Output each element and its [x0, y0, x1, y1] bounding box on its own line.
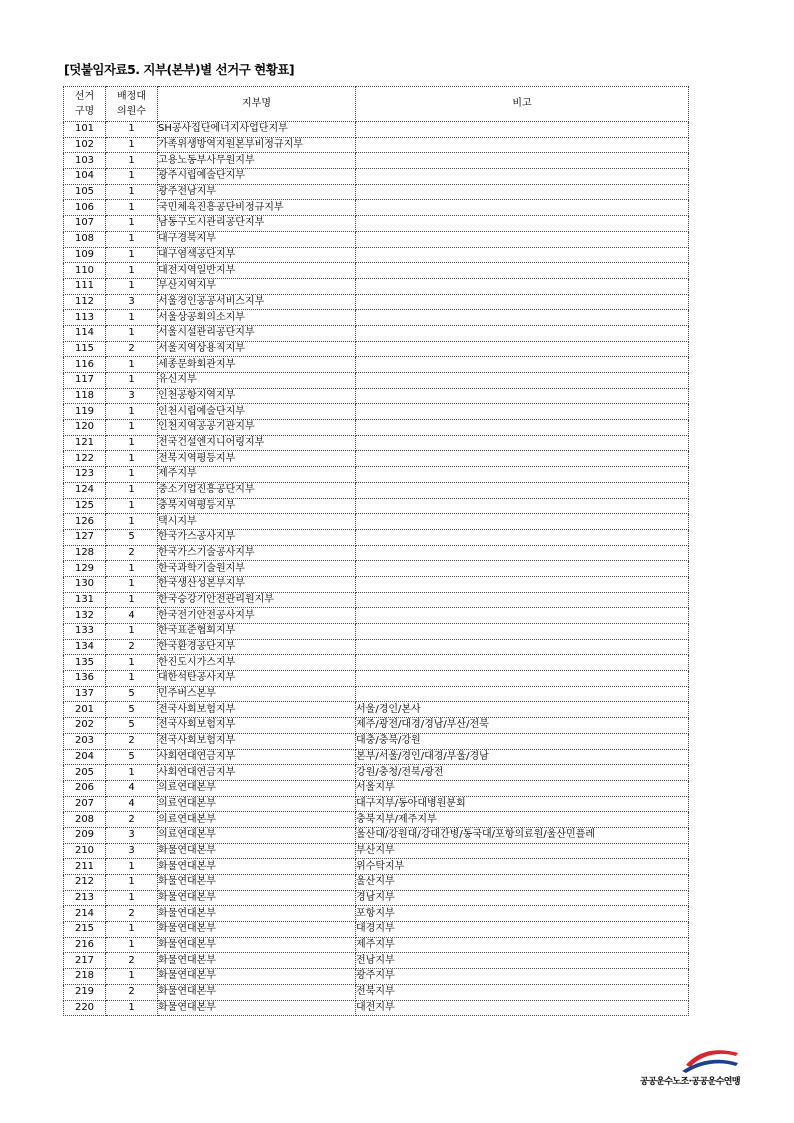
assigned-seats: 5 — [106, 686, 158, 702]
assigned-seats: 1 — [106, 514, 158, 530]
note — [356, 420, 689, 436]
table-row — [64, 184, 689, 200]
note: 충북지부/제주지부 — [356, 812, 689, 828]
assigned-seats: 1 — [106, 153, 158, 169]
branch-name: 한국전기안전공사지부 — [158, 608, 356, 624]
branch-name: 대구염색공단지부 — [158, 247, 356, 263]
branch-name: 서울시설관리공단지부 — [158, 325, 356, 341]
assigned-seats: 1 — [106, 937, 158, 953]
district-number: 214 — [64, 906, 106, 922]
district-number: 136 — [64, 671, 106, 687]
table-row — [64, 498, 689, 514]
note — [356, 137, 689, 153]
branch-name: 인천지역공공기관지부 — [158, 420, 356, 436]
footer-logo — [600, 1045, 740, 1090]
branch-name: 한국가스공사지부 — [158, 529, 356, 545]
assigned-seats: 1 — [106, 467, 158, 483]
note: 위수탁지부 — [356, 859, 689, 875]
table-row — [64, 451, 689, 467]
assigned-seats: 1 — [106, 765, 158, 781]
note — [356, 341, 689, 357]
note — [356, 561, 689, 577]
district-number: 104 — [64, 169, 106, 185]
header-note: 비고 — [356, 87, 689, 122]
assigned-seats: 4 — [106, 780, 158, 796]
district-number: 112 — [64, 294, 106, 310]
district-number: 108 — [64, 231, 106, 247]
note: 포항지부 — [356, 906, 689, 922]
note — [356, 169, 689, 185]
assigned-seats: 1 — [106, 671, 158, 687]
note — [356, 498, 689, 514]
branch-name: 서울지역상용직지부 — [158, 341, 356, 357]
table-row — [64, 608, 689, 624]
assigned-seats: 3 — [106, 843, 158, 859]
district-number: 219 — [64, 984, 106, 1000]
table-row — [64, 843, 689, 859]
district-number: 210 — [64, 843, 106, 859]
district-number: 212 — [64, 875, 106, 891]
note — [356, 278, 689, 294]
district-number: 127 — [64, 529, 106, 545]
note — [356, 404, 689, 420]
note: 제주지부 — [356, 937, 689, 953]
note — [356, 608, 689, 624]
branch-name: 한국환경공단지부 — [158, 639, 356, 655]
assigned-seats: 2 — [106, 953, 158, 969]
table-row — [64, 984, 689, 1000]
note: 본부/서울/경인/대경/부울/경남 — [356, 749, 689, 765]
branch-name: 전북지역평등지부 — [158, 451, 356, 467]
branch-name: 광주전남지부 — [158, 184, 356, 200]
note — [356, 514, 689, 530]
note: 대구지부/동아대병원분회 — [356, 796, 689, 812]
assigned-seats: 2 — [106, 984, 158, 1000]
branch-name: 사회연대연금지부 — [158, 765, 356, 781]
assigned-seats: 1 — [106, 357, 158, 373]
district-table — [63, 86, 689, 1016]
assigned-seats: 3 — [106, 388, 158, 404]
branch-name: 제주지부 — [158, 467, 356, 483]
union-logo-icon — [680, 1045, 740, 1075]
assigned-seats: 1 — [106, 200, 158, 216]
branch-name: 전국사회보험지부 — [158, 733, 356, 749]
note: 제주/광전/대경/경남/부산/전북 — [356, 718, 689, 734]
table-row — [64, 906, 689, 922]
branch-name: 전국사회보험지부 — [158, 702, 356, 718]
table-row — [64, 137, 689, 153]
district-number: 123 — [64, 467, 106, 483]
note: 전남지부 — [356, 953, 689, 969]
district-number: 220 — [64, 1000, 106, 1016]
branch-name: 화물연대본부 — [158, 937, 356, 953]
assigned-seats: 1 — [106, 263, 158, 279]
assigned-seats: 1 — [106, 592, 158, 608]
district-number: 209 — [64, 827, 106, 843]
district-number: 113 — [64, 310, 106, 326]
branch-name: SH공사집단에너지사업단지부 — [158, 122, 356, 138]
note: 대경지부 — [356, 922, 689, 938]
district-number: 111 — [64, 278, 106, 294]
table-row — [64, 969, 689, 985]
note — [356, 153, 689, 169]
district-number: 216 — [64, 937, 106, 953]
table-row — [64, 420, 689, 436]
table-row — [64, 373, 689, 389]
branch-name: 중소기업진흥공단지부 — [158, 482, 356, 498]
district-number: 107 — [64, 216, 106, 232]
assigned-seats: 1 — [106, 325, 158, 341]
branch-name: 택시지부 — [158, 514, 356, 530]
district-number: 119 — [64, 404, 106, 420]
note — [356, 624, 689, 640]
assigned-seats: 2 — [106, 639, 158, 655]
table-row — [64, 890, 689, 906]
table-row — [64, 765, 689, 781]
note — [356, 482, 689, 498]
assigned-seats: 3 — [106, 294, 158, 310]
assigned-seats: 5 — [106, 718, 158, 734]
table-row — [64, 216, 689, 232]
branch-name: 서울상공회의소지부 — [158, 310, 356, 326]
branch-name: 사회연대연금지부 — [158, 749, 356, 765]
assigned-seats: 1 — [106, 655, 158, 671]
note — [356, 671, 689, 687]
table-row — [64, 796, 689, 812]
assigned-seats: 1 — [106, 969, 158, 985]
organization-name: 공공운수노조·공공운수연맹 — [640, 1077, 740, 1087]
branch-name: 세종문화회관지부 — [158, 357, 356, 373]
table-row — [64, 749, 689, 765]
assigned-seats: 1 — [106, 122, 158, 138]
assigned-seats: 2 — [106, 906, 158, 922]
branch-name: 화물연대본부 — [158, 984, 356, 1000]
table-row — [64, 388, 689, 404]
assigned-seats: 1 — [106, 373, 158, 389]
branch-name: 서울경인공공서비스지부 — [158, 294, 356, 310]
table-row — [64, 294, 689, 310]
table-row — [64, 545, 689, 561]
note — [356, 435, 689, 451]
table-row — [64, 435, 689, 451]
branch-name: 전국건설엔지니어링지부 — [158, 435, 356, 451]
branch-name: 인천공항지역지부 — [158, 388, 356, 404]
assigned-seats: 1 — [106, 890, 158, 906]
assigned-seats: 1 — [106, 451, 158, 467]
note — [356, 325, 689, 341]
note — [356, 655, 689, 671]
note — [356, 467, 689, 483]
table-row — [64, 231, 689, 247]
table-row — [64, 655, 689, 671]
note — [356, 545, 689, 561]
district-number: 125 — [64, 498, 106, 514]
table-row — [64, 671, 689, 687]
branch-name: 가족위생방역지원본부비정규지부 — [158, 137, 356, 153]
table-row — [64, 310, 689, 326]
district-number: 203 — [64, 733, 106, 749]
table-row — [64, 153, 689, 169]
district-number: 213 — [64, 890, 106, 906]
district-number: 205 — [64, 765, 106, 781]
table-row — [64, 278, 689, 294]
assigned-seats: 4 — [106, 608, 158, 624]
branch-name: 의료연대본부 — [158, 812, 356, 828]
branch-name: 고용노동부사무원지부 — [158, 153, 356, 169]
branch-name: 한국가스기술공사지부 — [158, 545, 356, 561]
assigned-seats: 1 — [106, 875, 158, 891]
district-number: 105 — [64, 184, 106, 200]
table-row — [64, 200, 689, 216]
assigned-seats: 1 — [106, 278, 158, 294]
table-row — [64, 482, 689, 498]
table-row — [64, 341, 689, 357]
table-row — [64, 937, 689, 953]
table-row — [64, 592, 689, 608]
note: 대충/충북/강원 — [356, 733, 689, 749]
note — [356, 451, 689, 467]
note — [356, 263, 689, 279]
district-number: 110 — [64, 263, 106, 279]
note — [356, 529, 689, 545]
table-row — [64, 812, 689, 828]
district-number: 121 — [64, 435, 106, 451]
district-number: 207 — [64, 796, 106, 812]
note — [356, 388, 689, 404]
district-number: 206 — [64, 780, 106, 796]
header-seats: 배정대 의원수 — [106, 87, 158, 122]
note — [356, 592, 689, 608]
note — [356, 247, 689, 263]
table-row — [64, 561, 689, 577]
assigned-seats: 5 — [106, 702, 158, 718]
note: 대전지부 — [356, 1000, 689, 1016]
district-number: 103 — [64, 153, 106, 169]
district-number: 217 — [64, 953, 106, 969]
assigned-seats: 1 — [106, 482, 158, 498]
assigned-seats: 1 — [106, 137, 158, 153]
branch-name: 의료연대본부 — [158, 796, 356, 812]
note — [356, 576, 689, 592]
note: 전북지부 — [356, 984, 689, 1000]
district-number: 114 — [64, 325, 106, 341]
assigned-seats: 1 — [106, 404, 158, 420]
note — [356, 216, 689, 232]
table-row — [64, 467, 689, 483]
branch-name: 한국과학기술원지부 — [158, 561, 356, 577]
assigned-seats: 2 — [106, 733, 158, 749]
note — [356, 122, 689, 138]
note — [356, 200, 689, 216]
district-number: 211 — [64, 859, 106, 875]
branch-name: 화물연대본부 — [158, 953, 356, 969]
district-number: 102 — [64, 137, 106, 153]
district-number: 122 — [64, 451, 106, 467]
assigned-seats: 1 — [106, 216, 158, 232]
branch-name: 화물연대본부 — [158, 969, 356, 985]
district-number: 131 — [64, 592, 106, 608]
table-row — [64, 247, 689, 263]
assigned-seats: 2 — [106, 341, 158, 357]
table-row — [64, 875, 689, 891]
assigned-seats: 1 — [106, 576, 158, 592]
table-row — [64, 1000, 689, 1016]
table-row — [64, 859, 689, 875]
table-row — [64, 624, 689, 640]
branch-name: 인천시립예술단지부 — [158, 404, 356, 420]
table-row — [64, 718, 689, 734]
district-number: 101 — [64, 122, 106, 138]
note: 부산지부 — [356, 843, 689, 859]
branch-name: 화물연대본부 — [158, 1000, 356, 1016]
branch-name: 대구경북지부 — [158, 231, 356, 247]
table-row — [64, 733, 689, 749]
district-number: 128 — [64, 545, 106, 561]
branch-name: 한국생산성본부지부 — [158, 576, 356, 592]
note — [356, 294, 689, 310]
assigned-seats: 1 — [106, 1000, 158, 1016]
table-row — [64, 780, 689, 796]
note — [356, 184, 689, 200]
district-number: 130 — [64, 576, 106, 592]
table-row — [64, 169, 689, 185]
note — [356, 686, 689, 702]
district-number: 109 — [64, 247, 106, 263]
branch-name: 의료연대본부 — [158, 780, 356, 796]
branch-name: 전국사회보험지부 — [158, 718, 356, 734]
assigned-seats: 1 — [106, 561, 158, 577]
table-row — [64, 514, 689, 530]
assigned-seats: 1 — [106, 247, 158, 263]
note: 경남지부 — [356, 890, 689, 906]
district-number: 116 — [64, 357, 106, 373]
branch-name: 민주버스본부 — [158, 686, 356, 702]
district-number: 215 — [64, 922, 106, 938]
district-number: 117 — [64, 373, 106, 389]
assigned-seats: 2 — [106, 812, 158, 828]
table-row — [64, 263, 689, 279]
district-number: 208 — [64, 812, 106, 828]
district-number: 201 — [64, 702, 106, 718]
district-number: 129 — [64, 561, 106, 577]
district-number: 137 — [64, 686, 106, 702]
note: 울산지부 — [356, 875, 689, 891]
branch-name: 충북지역평등지부 — [158, 498, 356, 514]
table-row — [64, 122, 689, 138]
district-number: 126 — [64, 514, 106, 530]
assigned-seats: 1 — [106, 184, 158, 200]
district-number: 132 — [64, 608, 106, 624]
page-title: [덧붙임자료5. 지부(본부)별 선거구 현황표] — [64, 62, 295, 77]
branch-name: 대한석탄공사지부 — [158, 671, 356, 687]
table-row — [64, 827, 689, 843]
branch-name: 대전지역일반지부 — [158, 263, 356, 279]
district-number: 204 — [64, 749, 106, 765]
table-row — [64, 686, 689, 702]
note — [356, 310, 689, 326]
table-row — [64, 529, 689, 545]
table-row — [64, 325, 689, 341]
assigned-seats: 4 — [106, 796, 158, 812]
note — [356, 639, 689, 655]
district-number: 124 — [64, 482, 106, 498]
district-number: 115 — [64, 341, 106, 357]
table-row — [64, 404, 689, 420]
note — [356, 231, 689, 247]
table-header-row — [64, 87, 689, 122]
assigned-seats: 1 — [106, 859, 158, 875]
assigned-seats: 1 — [106, 420, 158, 436]
branch-name: 한국표준협회지부 — [158, 624, 356, 640]
branch-name: 화물연대본부 — [158, 922, 356, 938]
header-branch-name: 지부명 — [158, 87, 356, 122]
branch-name: 남동구도시관리공단지부 — [158, 216, 356, 232]
branch-name: 화물연대본부 — [158, 890, 356, 906]
district-number: 202 — [64, 718, 106, 734]
district-number: 135 — [64, 655, 106, 671]
district-number: 218 — [64, 969, 106, 985]
branch-name: 의료연대본부 — [158, 827, 356, 843]
note: 광주지부 — [356, 969, 689, 985]
table-row — [64, 576, 689, 592]
note — [356, 373, 689, 389]
district-number: 120 — [64, 420, 106, 436]
branch-name: 한국승강기안전관리원지부 — [158, 592, 356, 608]
header-district-no: 선거 구명 — [64, 87, 106, 122]
table-row — [64, 922, 689, 938]
branch-name: 화물연대본부 — [158, 843, 356, 859]
branch-name: 유신지부 — [158, 373, 356, 389]
branch-name: 부산지역지부 — [158, 278, 356, 294]
assigned-seats: 1 — [106, 922, 158, 938]
table-row — [64, 357, 689, 373]
assigned-seats: 1 — [106, 624, 158, 640]
note — [356, 357, 689, 373]
branch-name: 국민체육진흥공단비정규지부 — [158, 200, 356, 216]
district-number: 118 — [64, 388, 106, 404]
assigned-seats: 1 — [106, 169, 158, 185]
note: 서울/경인/본사 — [356, 702, 689, 718]
district-number: 134 — [64, 639, 106, 655]
assigned-seats: 1 — [106, 435, 158, 451]
assigned-seats: 5 — [106, 529, 158, 545]
assigned-seats: 2 — [106, 545, 158, 561]
note: 서울지부 — [356, 780, 689, 796]
assigned-seats: 3 — [106, 827, 158, 843]
district-number: 106 — [64, 200, 106, 216]
district-number: 133 — [64, 624, 106, 640]
branch-name: 화물연대본부 — [158, 906, 356, 922]
branch-name: 화물연대본부 — [158, 875, 356, 891]
assigned-seats: 1 — [106, 310, 158, 326]
assigned-seats: 1 — [106, 498, 158, 514]
assigned-seats: 1 — [106, 231, 158, 247]
branch-name: 광주시립예술단지부 — [158, 169, 356, 185]
table-row — [64, 639, 689, 655]
note: 강원/충청/전북/광전 — [356, 765, 689, 781]
note: 울산대/강원대/강대간병/동국대/포항의료원/울산민플레 — [356, 827, 689, 843]
table-row — [64, 953, 689, 969]
branch-name: 화물연대본부 — [158, 859, 356, 875]
table-row — [64, 702, 689, 718]
assigned-seats: 5 — [106, 749, 158, 765]
branch-name: 한진도시가스지부 — [158, 655, 356, 671]
